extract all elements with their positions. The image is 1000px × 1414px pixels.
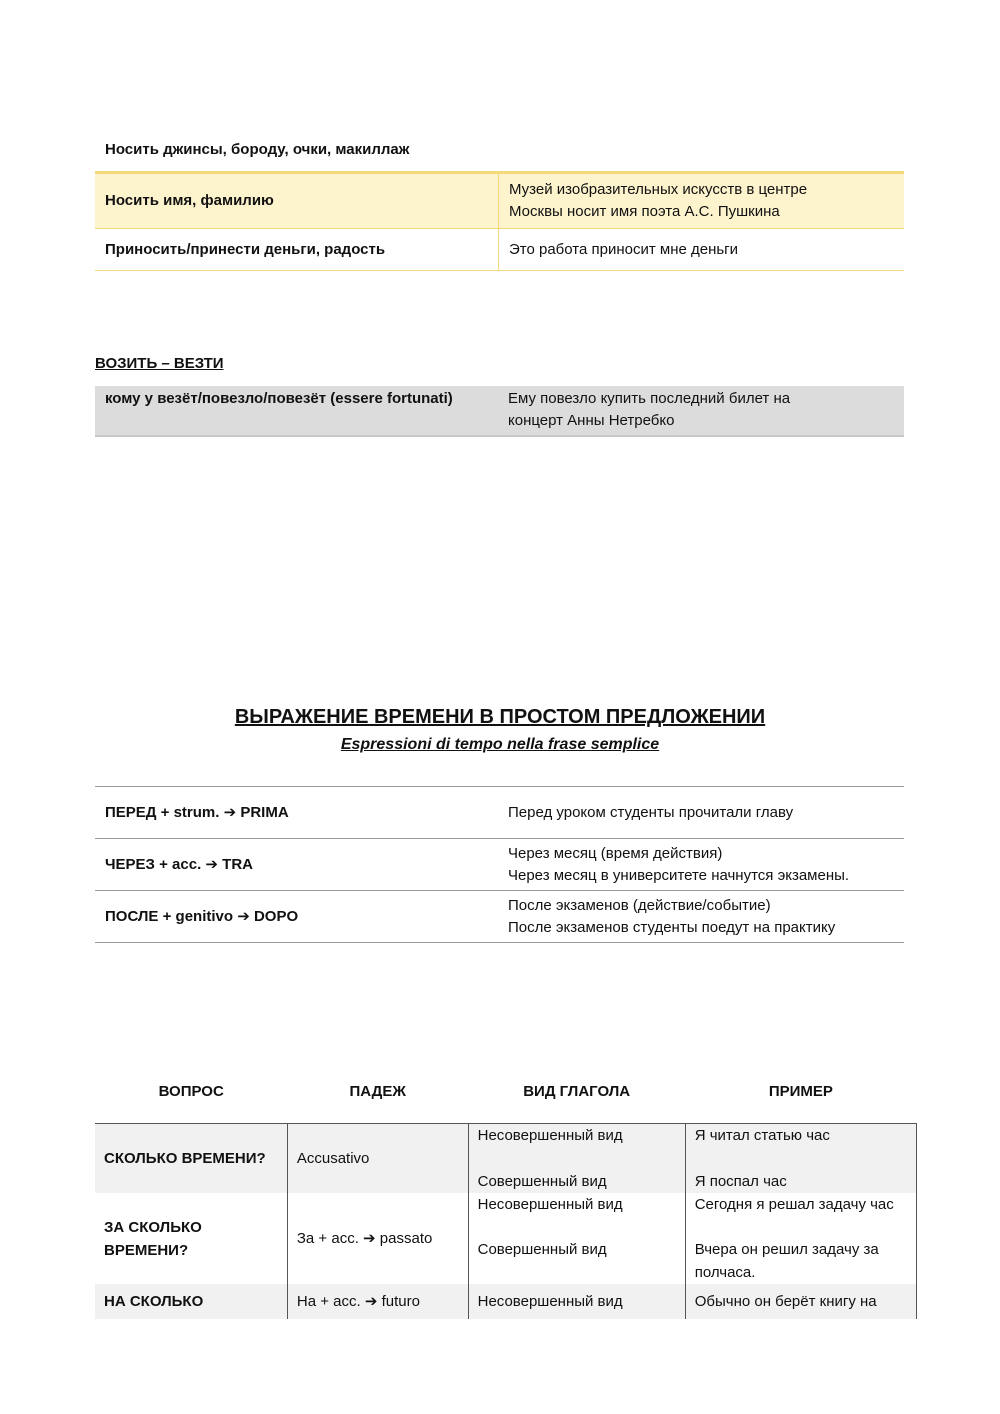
translation-label: DOPO xyxy=(253,907,299,925)
translation-label: TRA xyxy=(222,855,253,873)
table-row xyxy=(95,386,904,436)
arrow-right-icon: ➔ xyxy=(237,907,250,925)
preposition-label: ЧЕРЕЗ + acc. xyxy=(105,855,202,873)
example-cell xyxy=(498,386,904,436)
expressions-table-vozit xyxy=(95,386,904,437)
case-cell: Accusativo xyxy=(287,1124,468,1194)
example-cell: Обычно он берёт книгу на xyxy=(685,1284,916,1319)
question-cell: НА СКОЛЬКО xyxy=(95,1284,287,1319)
question-cell: ЗА СКОЛЬКО ВРЕМЕНИ? xyxy=(95,1193,287,1284)
example-line: После экзаменов (действие/событие) xyxy=(508,896,771,914)
expressions-table-nosit xyxy=(95,171,904,271)
phrase-carry-clothes: Носить джинсы, бороду, очки, макиллаж xyxy=(105,141,410,158)
case-cell xyxy=(287,1193,468,1284)
preposition-label: ПОСЛЕ + genitivo xyxy=(105,907,234,925)
example-line: После экзаменов студенты поедут на практику xyxy=(508,918,836,936)
arrow-right-icon: ➔ xyxy=(364,1293,378,1310)
section-subtitle: Espressioni di tempo nella frase semplice xyxy=(340,736,660,753)
table-row xyxy=(95,1193,917,1284)
preposition-cell xyxy=(95,839,498,891)
aspect-cell xyxy=(468,1193,685,1284)
section-heading-vozit: ВОЗИТЬ – ВЕЗТИ xyxy=(95,355,224,372)
header-example: ПРИМЕР xyxy=(685,1071,916,1124)
example-cell xyxy=(499,173,905,229)
phrase-cell: Носить имя, фамилию xyxy=(95,173,499,229)
time-questions-table xyxy=(95,1071,917,1319)
question-cell: СКОЛЬКО ВРЕМЕНИ? xyxy=(95,1124,287,1194)
aspect-cell: Несовершенный вид xyxy=(468,1284,685,1319)
section-title: ВЫРАЖЕНИЕ ВРЕМЕНИ В ПРОСТОМ ПРЕДЛОЖЕНИИ xyxy=(234,706,766,728)
example-line: Это работа приносит мне деньги xyxy=(509,240,739,258)
case-tense: passato xyxy=(379,1230,433,1247)
table-row xyxy=(95,173,904,229)
preposition-cell xyxy=(95,891,498,943)
arrow-right-icon: ➔ xyxy=(363,1230,376,1247)
case-label: На + acc. xyxy=(296,1293,361,1310)
example-line: Ему повезло купить последний билет на xyxy=(508,390,791,407)
example-cell xyxy=(498,787,904,839)
example-line: Сегодня я решал задачу час xyxy=(694,1196,894,1213)
example-cell xyxy=(498,891,904,943)
table-row xyxy=(95,1284,917,1319)
example-line: концерт Анны Нетребко xyxy=(508,412,675,429)
aspect-perfective: Совершенный вид xyxy=(477,1241,607,1258)
case-cell xyxy=(287,1284,468,1319)
phrase-cell: кому у везёт/повезло/повезёт (essere fortunati) xyxy=(95,386,498,436)
example-line: Через месяц в университете начнутся экзамены. xyxy=(508,866,850,884)
table-row xyxy=(95,787,904,839)
example-line: Перед уроком студенты прочитали главу xyxy=(508,803,794,821)
table-row xyxy=(95,1124,917,1194)
example-line: Я поспал час xyxy=(694,1173,787,1190)
table-row xyxy=(95,229,904,271)
aspect-imperfective: Несовершенный вид xyxy=(477,1196,623,1213)
table-header-row xyxy=(95,1071,917,1124)
header-question: ВОПРОС xyxy=(95,1071,287,1124)
case-label: За + acc. xyxy=(296,1230,359,1247)
arrow-right-icon: ➔ xyxy=(223,803,237,821)
translation-label: PRIMA xyxy=(240,803,289,821)
example-line: Музей изобразительных искусств в центре xyxy=(509,181,808,198)
aspect-imperfective: Несовершенный вид xyxy=(477,1127,623,1144)
example-line: Москвы носит имя поэта А.С. Пушкина xyxy=(509,203,780,220)
example-line: Вчера он решил задачу за полчаса. xyxy=(694,1241,879,1281)
example-cell xyxy=(685,1193,916,1284)
phrase-cell: Приносить/принести деньги, радость xyxy=(95,229,499,271)
example-cell xyxy=(499,229,905,271)
preposition-label: ПЕРЕД + strum. xyxy=(105,803,220,821)
example-line: Я читал статью час xyxy=(694,1127,830,1144)
case-tense: futuro xyxy=(381,1293,420,1310)
time-prepositions-table xyxy=(95,786,904,943)
table-row xyxy=(95,891,904,943)
header-aspect: ВИД ГЛАГОЛА xyxy=(468,1071,685,1124)
arrow-right-icon: ➔ xyxy=(205,855,218,873)
aspect-perfective: Совершенный вид xyxy=(477,1173,607,1190)
example-cell xyxy=(498,839,904,891)
example-line: Через месяц (время действия) xyxy=(508,844,723,862)
table-row xyxy=(95,839,904,891)
example-cell xyxy=(685,1124,916,1194)
aspect-cell xyxy=(468,1124,685,1194)
preposition-cell xyxy=(95,787,498,839)
header-case: ПАДЕЖ xyxy=(287,1071,468,1124)
